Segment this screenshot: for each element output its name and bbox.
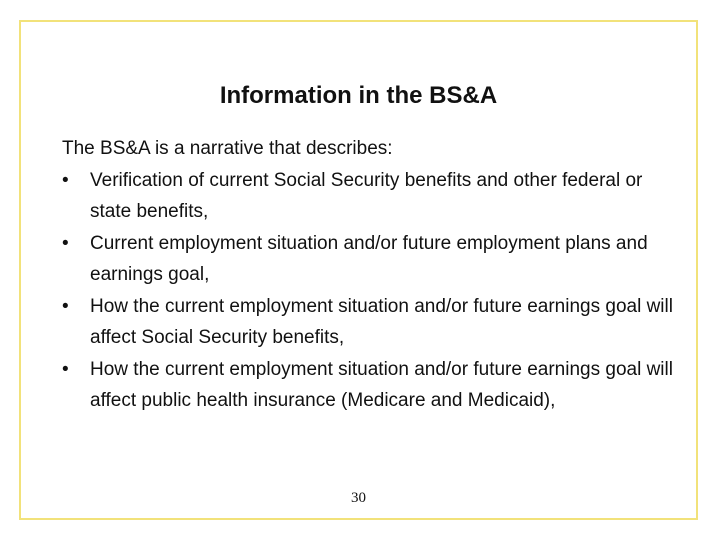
bullet-item [62,165,682,228]
bullet-text: Current employment situation and/or future employment plans and earnings goal, [90,232,648,285]
slide-title: Information in the BS&A [219,82,498,109]
bullet-text: How the current employment situation and/or future earnings goal will affect Social Security benefits, [90,295,673,348]
intro-text: The BS&A is a narrative that describes: [62,138,393,159]
bullet-text: How the current employment situation and/or future earnings goal will affect public health insurance (Medicare and Medicaid), [90,358,673,411]
bullet-item [62,354,682,417]
bullet-item [62,228,682,291]
bullet-icon: • [62,169,69,191]
bullet-list [62,165,682,417]
bullet-icon: • [62,295,69,317]
bullet-item [62,291,682,354]
slide-frame [19,20,698,520]
bullet-icon: • [62,358,69,380]
slide-body [62,133,682,417]
bullet-text: Verification of current Social Security benefits and other federal or state benefits, [90,169,643,222]
page-number: 30 [351,490,366,506]
bullet-icon: • [62,232,69,254]
